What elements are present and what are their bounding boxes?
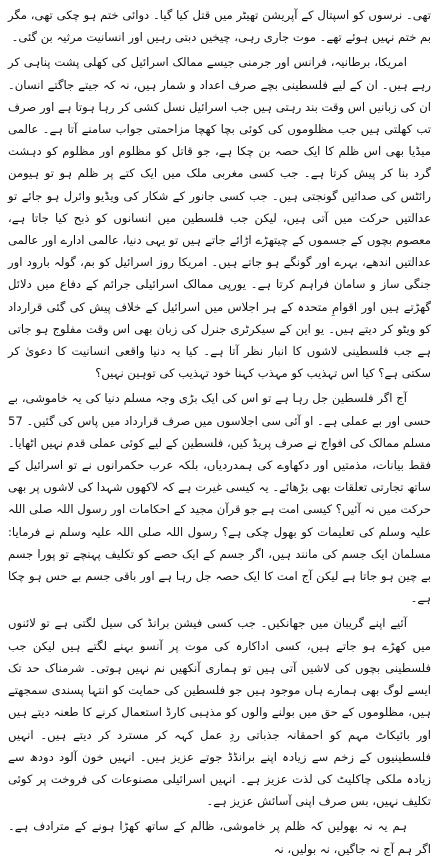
article-paragraph-4: آئیے اپنے گریبان میں جھانکیں۔ جب کسی فیشن برانڈ کی سیل لگتی ہے تو لائنوں میں کھڑے ہو جاتے ہیں، کسی اداکارہ کی موت پر آنسو بہنے لگتے ہیں لیکن جب فلسطینی بچوں کی لاشیں آتی ہیں تو ہماری آنکھیں نم نہیں ہوتی۔ شرمناک حد تک ایسے لوگ بھی ہمارے ہاں موجود ہیں جو فلسطین کی حمایت کو انتہا پسندی سمجھتے ہیں، مظلوموں کے حق میں بولنے والوں کو مذہبی کارڈ استعمال کرنے کا طعنہ دیتے ہیں اور بائیکاٹ مہم کو احمقانہ جذباتی ردِ عمل کہہ کر مسترد کر دیتے ہیں۔ انہیں فلسطینیوں کے زخم سے زیادہ اپنے برانڈڈ جوتے عزیز ہیں۔ انہیں خون آلود دودھ سے زیادہ ملکی چاکلیٹ کی لذت عزیز ہے۔ انہیں اسرائیلی مصنوعات کی فروخت پر کوئی تکلیف نہیں، بس صرف اپنی آسائش عزیز ہے۔ [8, 616, 431, 809]
article-paragraph-5: ہم یہ نہ بھولیں کہ ظلم پر خاموشی، ظالم کے ساتھ کھڑا ہونے کے مترادف ہے۔ اگر ہم آج نہ جاگیں، نہ بولیں، نہ [8, 819, 431, 856]
article-paragraph-1: تھی۔ نرسوں کو اسپتال کے آپریشن تھیٹر میں قتل کیا گیا۔ دوائی ختم ہو چکی تھی، مگر بم ختم نہیں ہوئے تھے۔ موت جاری رہی، چیخیں دبتی رہیں اور انسانیت مرثیہ بن گئی۔ [8, 8, 431, 45]
article-paragraph-2: امریکا، برطانیہ، فرانس اور جرمنی جیسے ممالک اسرائیل کی کھلی پشت پناہی کر رہے ہیں۔ ان کے لیے فلسطینی بچے صرف اعداد و شمار ہیں، نہ کہ جیتے جاگتے انسان۔ ان کی زبانیں اس وقت بند رہتی ہیں جب اسرائیل نسل کشی کر رہا ہوتا ہے اور صرف تب کھلتی ہیں جب مظلوموں کی کوئی بچا کھچا مزاحمتی جواب سامنے آتا ہے۔ عالمی میڈیا بھی اس ظلم کا ایک حصہ بن چکا ہے، جو قاتل کو مظلوم اور مظلوم کو دہشت گرد بنا کر پیش کرتا ہے۔ جب کسی مغربی ملک میں ایک کتے پر ظلم ہو تو ہیومن رائٹس کی صدائیں گونجتی ہیں۔ جب کسی جانور کے شکار کی ویڈیو وائرل ہو جائے تو عدالتیں حرکت میں آتی ہیں، لیکن جب فلسطین میں انسانوں کو ذبح کیا جاتا ہے، معصوم بچوں کے جسموں کے چیتھڑے اڑائے جاتے ہیں تو یہی دنیا، عالمی ادارے اور عالمی عدالتیں اندھے، بہرے اور گونگے ہو جاتے ہیں۔ امریکا روز اسرائیل کو بم، گولہ بارود اور جنگی ساز و سامان فراہم کرتا ہے۔ یورپی ممالک اسرائیلی جرائم کے دفاع میں دلائل گھڑتے ہیں اور اقوامِ متحدہ کے ہر اجلاس میں اسرائیل کے خلاف پیش کی گئی قرارداد کو ویٹو کر دیتے ہیں۔ یو این کے سیکرٹری جنرل کی زبان بھی اس وقت مفلوج ہو جاتی ہے جب فلسطینی لاشوں کا انبار نظر آتا ہے۔ کیا یہ دنیا واقعی انسانیت کا دعویٰ کر سکتی ہے؟ کیا اس تہذیب کو مہذب کہنا خود تہذیب کی توہین نہیں؟ [8, 55, 431, 381]
article-paragraph-3: آج اگر فلسطین جل رہا ہے تو اس کی ایک بڑی وجہ مسلم دنیا کی یہ خاموشی، بے حسی اور بے عملی ہے۔ او آئی سی اجلاسوں میں صرف قرارداد میں پاس کی گئیں۔ 57 مسلم ممالک کی افواج نے صرف پریڈ کیں، فلسطین کے لیے کوئی عملی قدم نہیں اٹھایا۔ فقط بیانات، مذمتیں اور دکھاوے کی ہمدردیاں، بلکہ عرب حکمرانوں نے تو اسرائیل کے ساتھ تجارتی تعلقات بھی بڑھائے۔ یہ کیسی غیرت ہے کہ لاکھوں شہدا کی لاشوں پر بھی حرکت میں نہ آئیں؟ کیسی امت ہے جو قرآن مجید کے احکامات اور رسول اللہ صلی اللہ علیہ وسلم کی تعلیمات کو بھول چکی ہے؟ رسول اللہ صلی اللہ علیہ وسلم نے فرمایا: مسلمان ایک جسم کی مانند ہیں، اگر جسم کے ایک حصے کو تکلیف پہنچے تو پورا جسم بے چین ہو جاتا ہے لیکن آج امت کا ایک حصہ جل رہا ہے اور باقی جسم بے حس ہو چکا ہے۔ [8, 391, 431, 606]
